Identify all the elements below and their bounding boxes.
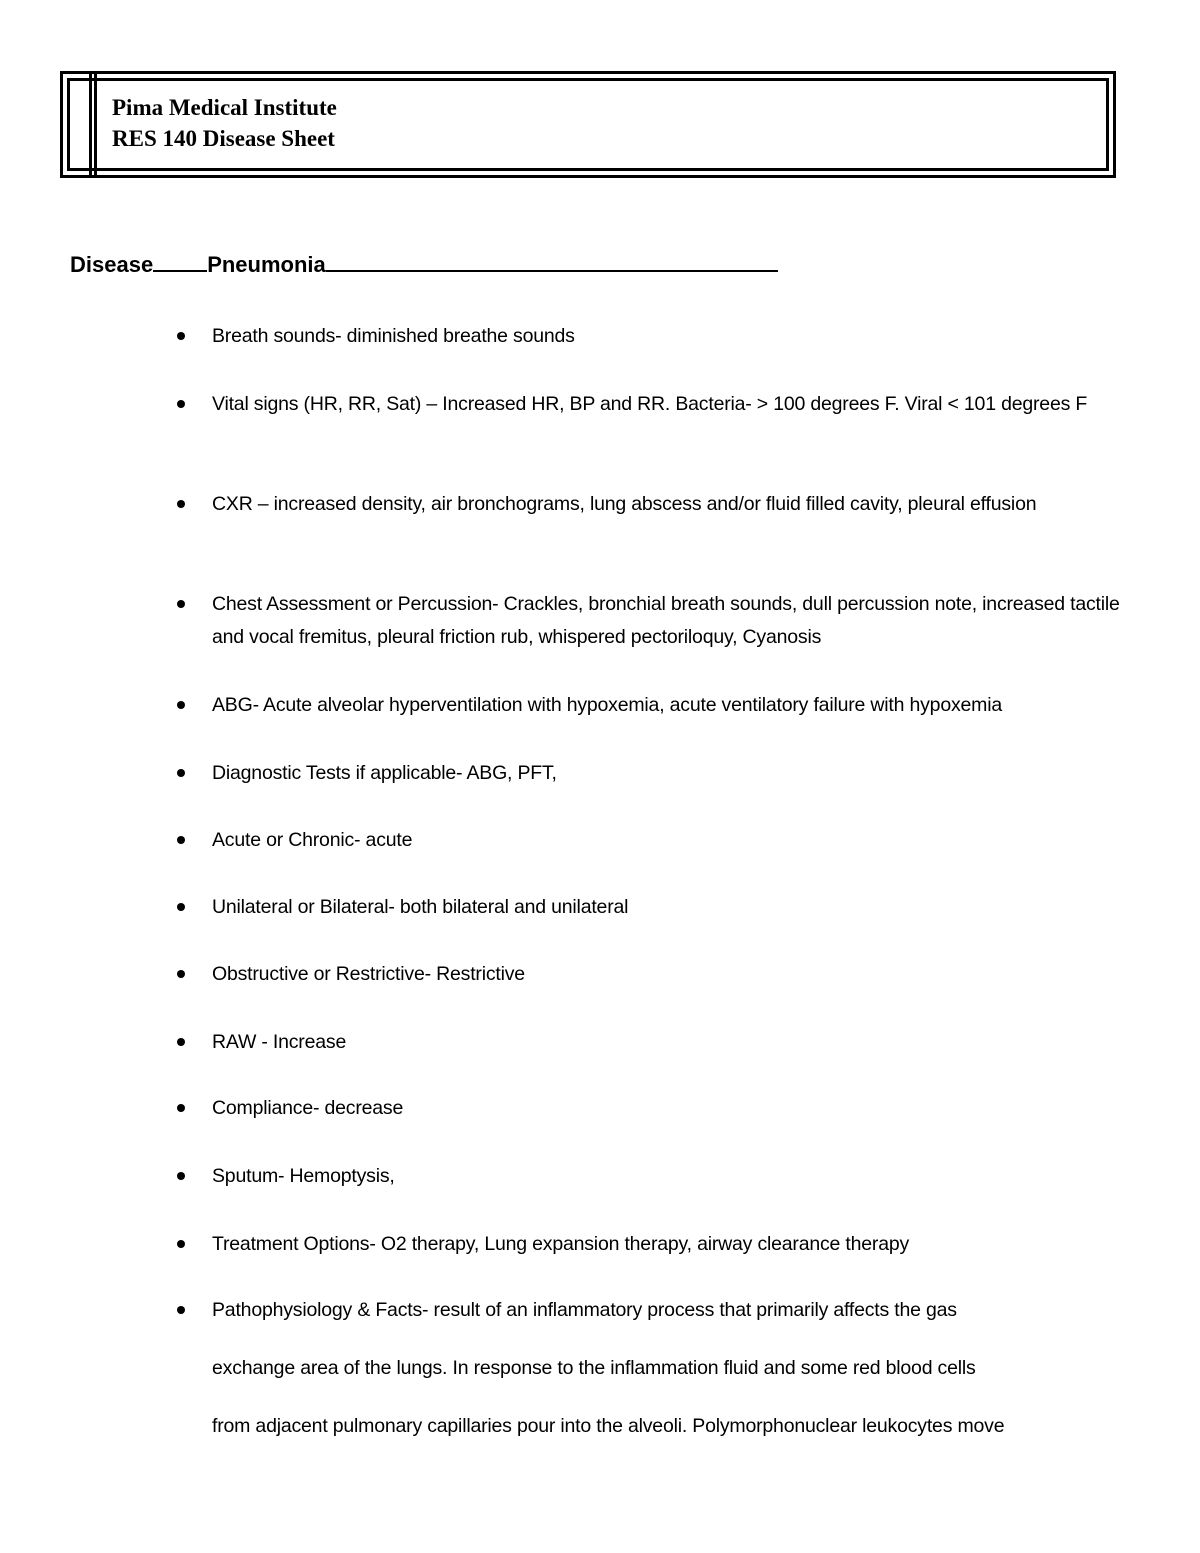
list-item-text: Unilateral or Bilateral- both bilateral and unilateral <box>212 896 629 918</box>
list-item-text: Acute or Chronic- acute <box>212 829 413 851</box>
list-item-text: Diagnostic Tests if applicable- ABG, PFT, <box>212 762 557 784</box>
list-item <box>212 1160 1142 1193</box>
bullet-icon <box>177 1172 185 1180</box>
bullet-icon <box>177 400 185 408</box>
list-item-text: Obstructive or Restrictive- Restrictive <box>212 963 525 985</box>
bullet-icon <box>177 500 185 508</box>
pathophysiology-line: Pathophysiology & Facts- result of an inflammatory process that primarily affects the gas <box>212 1299 957 1321</box>
disease-field <box>70 250 778 278</box>
bullet-icon <box>177 1104 185 1112</box>
header-title <box>112 92 337 154</box>
bullet-icon <box>177 836 185 844</box>
list-item-text: Sputum- Hemoptysis, <box>212 1165 395 1187</box>
pathophysiology-line: exchange area of the lungs. In response to the inflammation fluid and some red blood cells <box>212 1357 976 1379</box>
bullet-icon <box>177 970 185 978</box>
disease-label: Disease <box>70 252 154 277</box>
list-item <box>212 320 1142 353</box>
list-item-text: ABG- Acute alveolar hyperventilation with hypoxemia, acute ventilatory failure with hypoxemia <box>212 694 1002 716</box>
bullet-icon <box>177 332 185 340</box>
bullet-icon <box>177 1240 185 1248</box>
list-item <box>212 1228 1142 1261</box>
list-item-text: Compliance- decrease <box>212 1097 404 1119</box>
list-item-text: Breath sounds- diminished breathe sounds <box>212 325 575 347</box>
header-divider <box>89 71 92 178</box>
header-divider-inner <box>94 71 97 178</box>
sheet-title: RES 140 Disease Sheet <box>112 126 335 151</box>
list-item <box>212 689 1142 722</box>
disease-value: Pneumonia <box>207 252 326 277</box>
disease-underline-trail <box>326 250 778 272</box>
list-item <box>212 824 1142 857</box>
pathophysiology-line: from adjacent pulmonary capillaries pour into the alveoli. Polymorphonuclear leukocytes move <box>212 1415 1005 1437</box>
header-box <box>60 71 1116 178</box>
bullet-icon <box>177 701 185 709</box>
list-item <box>212 488 1142 521</box>
bullet-icon <box>177 1306 185 1314</box>
list-item <box>212 1092 1142 1125</box>
disease-underline-lead <box>153 250 207 272</box>
list-item-text: RAW - Increase <box>212 1031 347 1053</box>
institution-name: Pima Medical Institute <box>112 95 337 120</box>
bullet-icon <box>177 600 185 608</box>
list-item <box>212 388 1142 421</box>
bullet-icon <box>177 769 185 777</box>
list-item-text: CXR – increased density, air bronchograms, lung abscess and/or fluid filled cavity, pleural effusion <box>212 493 1037 515</box>
list-item-text: Treatment Options- O2 therapy, Lung expansion therapy, airway clearance therapy <box>212 1233 910 1255</box>
bullet-icon <box>177 903 185 911</box>
list-item <box>212 588 1142 654</box>
pathophysiology-item <box>212 1281 1142 1455</box>
list-item <box>212 1026 1142 1059</box>
list-item-text: Vital signs (HR, RR, Sat) – Increased HR, BP and RR. Bacteria- > 100 degrees F. Viral < 101 degrees F <box>212 393 1088 415</box>
list-item <box>212 891 1142 924</box>
list-item <box>212 958 1142 991</box>
bullet-icon <box>177 1038 185 1046</box>
list-item-text: Chest Assessment or Percussion- Crackles, bronchial breath sounds, dull percussion note, increased tactile and vocal fremitus, pleural friction rub, whispered pectoriloquy, Cyanosis <box>212 593 1120 648</box>
list-item <box>212 757 1142 790</box>
